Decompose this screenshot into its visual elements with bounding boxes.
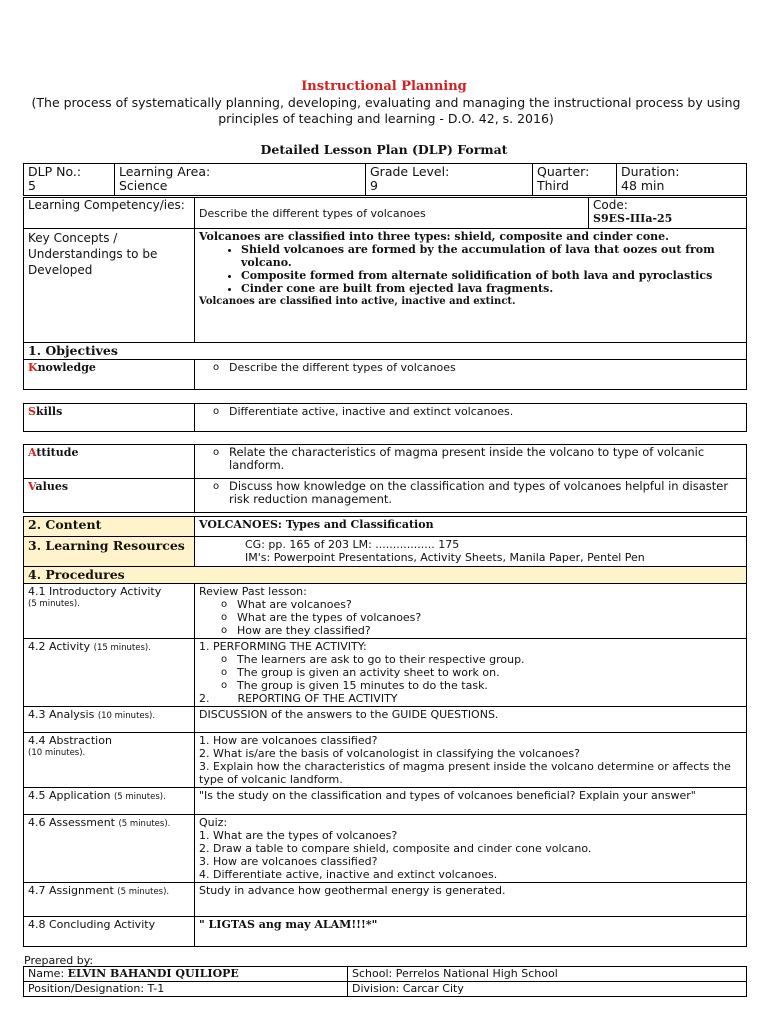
division-cell: Division: Carcar City — [348, 982, 747, 997]
analysis-label: 4.3 Analysis (10 minutes). — [24, 707, 195, 733]
procedures-heading: 4. Procedures — [24, 567, 747, 584]
attitude-table — [23, 444, 747, 513]
skills-label: Skills — [24, 404, 195, 432]
skills-table — [23, 403, 747, 432]
key-concept-item: • Composite formed from alternate solidification of both lava and pyroclastics — [241, 269, 742, 282]
area-cell: Learning Area: Science — [115, 164, 366, 196]
application-label: 4.5 Application (5 minutes). — [24, 788, 195, 815]
list-item: o What are the types of volcanoes? — [237, 611, 742, 624]
key-concepts-outro: Volcanoes are classified into active, inactive and extinct. — [199, 296, 516, 307]
knowledge-label: Knowledge — [24, 360, 195, 390]
format-title: Detailed Lesson Plan (DLP) Format — [260, 142, 508, 157]
assessment-label: 4.6 Assessment (5 minutes). — [24, 815, 195, 883]
code-cell: Code: S9ES-IIIa-25 — [589, 198, 747, 229]
list-item: o What are volcanoes? — [237, 598, 742, 611]
content-value: VOLCANOES: Types and Classification — [195, 517, 747, 537]
key-concepts-label: Key Concepts / Understandings to be Developed — [24, 229, 195, 343]
prepared-by: Prepared by: — [24, 954, 94, 967]
list-item: o The learners are ask to go to their respective group. — [237, 653, 742, 666]
plan-table — [23, 197, 747, 390]
plan-description: (The process of systematically planning, developing, evaluating and managing the instructional process by using principles of teaching and learning - D.O. 42, s. 2016) — [31, 95, 741, 126]
quarter-cell: Quarter: Third — [533, 164, 617, 196]
duration-cell: Duration: 48 min — [617, 164, 747, 196]
procedures-table — [23, 516, 747, 947]
abstraction-label: 4.4 Abstraction (10 minutes). — [24, 733, 195, 788]
competency-value: Describe the different types of volcanoes — [195, 198, 589, 229]
competency-label: Learning Competency/ies: — [24, 198, 195, 229]
resources-label: 3. Learning Resources — [24, 537, 195, 567]
school-cell: School: Perrelos National High School — [348, 967, 747, 982]
footer-table — [23, 966, 747, 997]
list-item: o How are they classified? — [237, 624, 742, 637]
name-cell: Name: ELVIN BAHANDI QUILIOPE — [24, 967, 348, 982]
attitude-label: Attitude — [24, 445, 195, 479]
assessment-cell: Quiz: 1. What are the types of volcanoes? 2. Draw a table to compare shield, composite and cinder cone volcano. 3. How are volcanoes classified? 4. Differentiate active, inactive and extinct volcanoes. — [195, 815, 747, 883]
content-label: 2. Content — [24, 517, 195, 537]
key-concept-item: • Cinder cone are built from ejected lava fragments. — [241, 282, 742, 295]
key-concepts-intro: Volcanoes are classified into three types: shield, composite and cinder cone. — [199, 230, 670, 243]
attitude-text: o Relate the characteristics of magma present inside the volcano to type of volcanic landform. — [195, 445, 747, 479]
concluding-text: " LIGTAS ang may ALAM!!!*" — [195, 917, 747, 947]
application-text: "Is the study on the classification and types of volcanoes beneficial? Explain your answer" — [195, 788, 747, 815]
knowledge-text: o Describe the different types of volcanoes — [195, 360, 747, 390]
activity-label: 4.2 Activity (15 minutes). — [24, 639, 195, 707]
plan-title: Instructional Planning — [301, 79, 467, 94]
list-item: o The group is given an activity sheet to work on. — [237, 666, 742, 679]
intro-cell: Review Past lesson: o What are volcanoes? o What are the types of volcanoes? o How are they classified? — [195, 584, 747, 639]
values-label: Values — [24, 479, 195, 513]
abstraction-cell: 1. How are volcanoes classified? 2. What is/are the basis of volcanologist in classifying the volcanoes? 3. Explain how the characteristics of magma present inside the volcano determine or affects the type of volcanic landform. — [195, 733, 747, 788]
info-table — [23, 163, 747, 196]
activity-cell: 1. PERFORMING THE ACTIVITY: o The learners are ask to go to their respective group. o The group is given an activity sheet to work on. o The group is given 15 minutes to do the task. 2. REPORTING OF THE ACTIVITY — [195, 639, 747, 707]
assignment-label: 4.7 Assignment (5 minutes). — [24, 883, 195, 917]
dlp-cell: DLP No.: 5 — [24, 164, 115, 196]
concluding-label: 4.8 Concluding Activity — [24, 917, 195, 947]
intro-label: 4.1 Introductory Activity (5 minutes). — [24, 584, 195, 639]
key-concepts-cell — [195, 229, 747, 343]
skills-text: o Differentiate active, inactive and extinct volcanoes. — [195, 404, 747, 432]
objectives-heading: 1. Objectives — [24, 343, 747, 360]
assignment-text: Study in advance how geothermal energy is generated. — [195, 883, 747, 917]
analysis-text: DISCUSSION of the answers to the GUIDE QUESTIONS. — [195, 707, 747, 733]
resources-cell: CG: pp. 165 of 203 LM: ................. 175 IM's: Powerpoint Presentations, Activity Sheets, Manila Paper, Pentel Pen — [195, 537, 747, 567]
grade-cell: Grade Level: 9 — [366, 164, 533, 196]
list-item: o The group is given 15 minutes to do the task. — [237, 679, 742, 692]
key-concept-item: • Shield volcanoes are formed by the accumulation of lava that oozes out from volcano. — [241, 243, 742, 269]
values-text: o Discuss how knowledge on the classification and types of volcanoes helpful in disaster risk reduction management. — [195, 479, 747, 513]
position-cell: Position/Designation: T-1 — [24, 982, 348, 997]
